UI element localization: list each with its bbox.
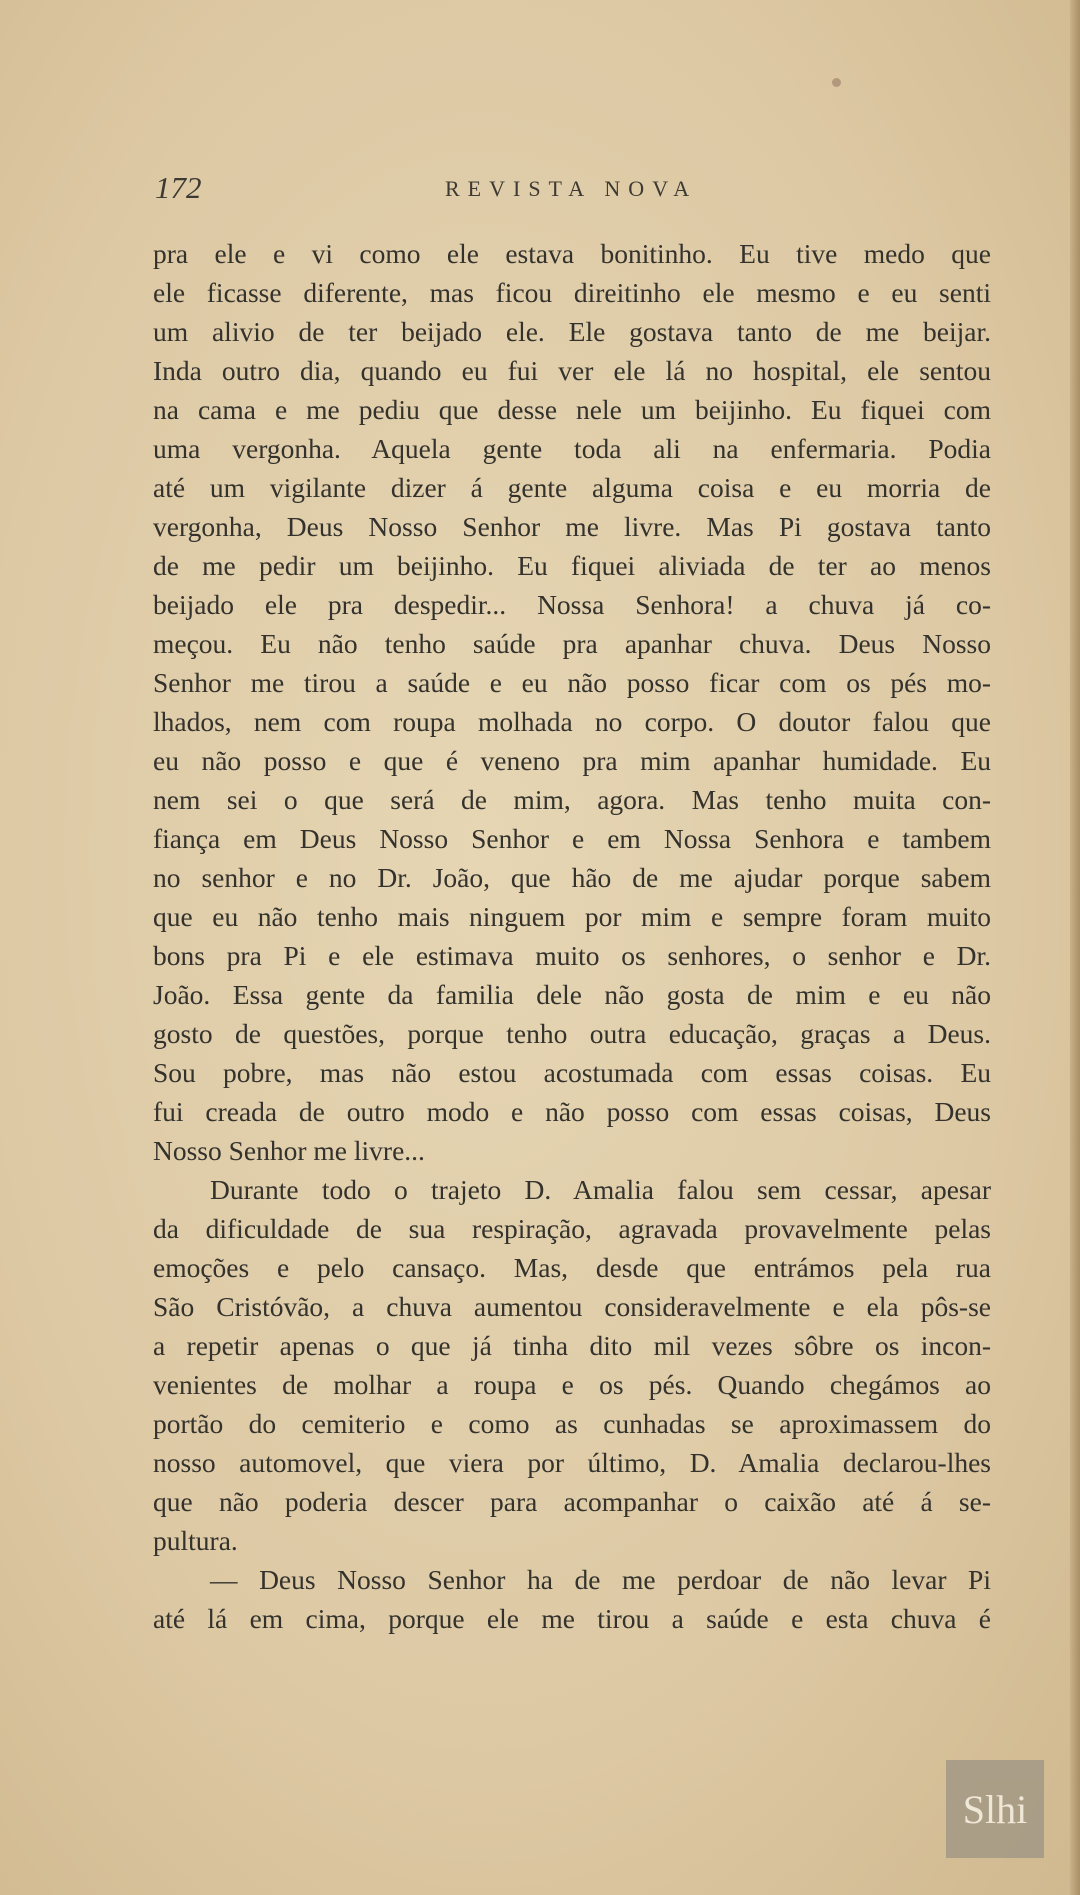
page-number: 172 (155, 170, 202, 205)
text-line: eu não posso e que é veneno pra mim apanhar humidade. Eu (153, 745, 991, 776)
text-line: vergonha, Deus Nosso Senhor me livre. Mas Pi gostava tanto (153, 511, 991, 542)
text-line: — Deus Nosso Senhor ha de me perdoar de não levar Pi (210, 1564, 991, 1595)
text-line: um alivio de ter beijado ele. Ele gostava tanto de me beijar. (153, 316, 991, 347)
text-line: da dificuldade de sua respiração, agravada provavelmente pelas (153, 1213, 991, 1244)
text-line: Senhor me tirou a saúde e eu não posso ficar com os pés mo- (153, 667, 991, 698)
text-line: até um vigilante dizer á gente alguma coisa e eu morria de (153, 472, 991, 503)
text-line: Nosso Senhor me livre... (153, 1135, 425, 1166)
text-line: que eu não tenho mais ninguem por mim e sempre foram muito (153, 901, 991, 932)
running-title: REVISTA NOVA (445, 176, 698, 201)
page-header (155, 170, 995, 210)
page-edge (1070, 0, 1080, 1895)
text-line: bons pra Pi e ele estimava muito os senhores, o senhor e Dr. (153, 940, 991, 971)
text-line: Inda outro dia, quando eu fui ver ele lá no hospital, ele sentou (153, 355, 991, 386)
text-line: lhados, nem com roupa molhada no corpo. O doutor falou que (153, 706, 991, 737)
text-line: que não poderia descer para acompanhar o caixão até á se- (153, 1486, 991, 1517)
text-line: no senhor e no Dr. João, que hão de me ajudar porque sabem (153, 862, 991, 893)
text-line: ele ficasse diferente, mas ficou direitinho ele mesmo e eu senti (153, 277, 991, 308)
text-line: venientes de molhar a roupa e os pés. Quando chegámos ao (153, 1369, 991, 1400)
text-line: nem sei o que será de mim, agora. Mas tenho muita con- (153, 784, 991, 815)
text-line: pra ele e vi como ele estava bonitinho. Eu tive medo que (153, 238, 991, 269)
ink-smudge (832, 78, 841, 87)
body-text (153, 234, 991, 1638)
text-line: de me pedir um beijinho. Eu fiquei aliviada de ter ao menos (153, 550, 991, 581)
text-line: emoções e pelo cansaço. Mas, desde que entrámos pela rua (153, 1252, 991, 1283)
text-line: uma vergonha. Aquela gente toda ali na enfermaria. Podia (153, 433, 991, 464)
text-line: a repetir apenas o que já tinha dito mil vezes sôbre os incon- (153, 1330, 991, 1361)
text-line: nosso automovel, que viera por último, D. Amalia declarou-lhes (153, 1447, 991, 1478)
text-line: São Cristóvão, a chuva aumentou consideravelmente e ela pôs-se (153, 1291, 991, 1322)
text-line: meçou. Eu não tenho saúde pra apanhar chuva. Deus Nosso (153, 628, 991, 659)
text-line: Sou pobre, mas não estou acostumada com essas coisas. Eu (153, 1057, 991, 1088)
text-line: beijado ele pra despedir... Nossa Senhora! a chuva já co- (153, 589, 991, 620)
text-line: fui creada de outro modo e não posso com essas coisas, Deus (153, 1096, 991, 1127)
text-line: fiança em Deus Nosso Senhor e em Nossa Senhora e tambem (153, 823, 991, 854)
text-line: pultura. (153, 1525, 238, 1556)
text-line: João. Essa gente da familia dele não gosta de mim e eu não (153, 979, 991, 1010)
text-line: gosto de questões, porque tenho outra educação, graças a Deus. (153, 1018, 991, 1049)
text-line: até lá em cima, porque ele me tirou a saúde e esta chuva é (153, 1603, 991, 1634)
library-watermark-logo (946, 1760, 1044, 1858)
text-line: na cama e me pediu que desse nele um beijinho. Eu fiquei com (153, 394, 991, 425)
text-line: portão do cemiterio e como as cunhadas se aproximassem do (153, 1408, 991, 1439)
text-line: Durante todo o trajeto D. Amalia falou sem cessar, apesar (210, 1174, 991, 1205)
watermark-text: Slhi (962, 1786, 1028, 1832)
